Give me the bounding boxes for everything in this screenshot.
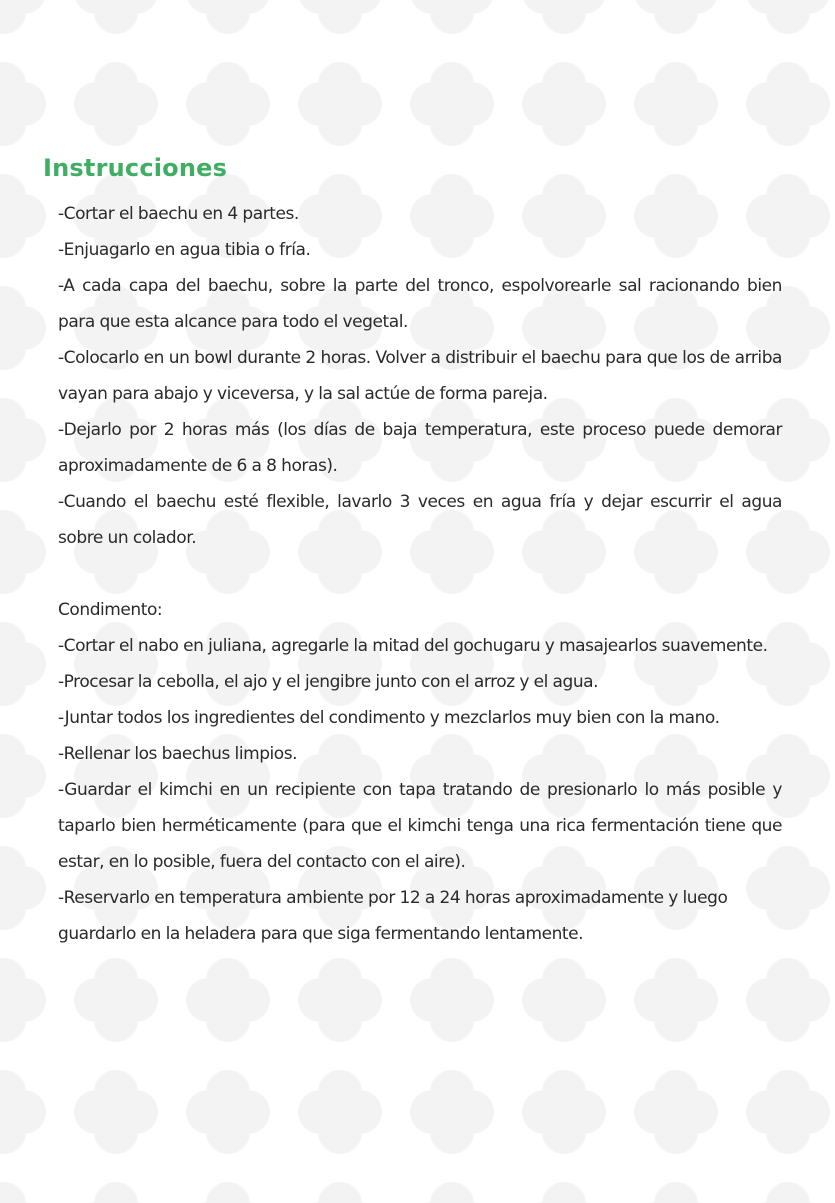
condimento-step: -Cortar el nabo en juliana, agregarle la mitad del gochugaru y masajearlos suavemente. (58, 636, 768, 656)
condimento-step: -Procesar la cebolla, el ajo y el jengibre junto con el arroz y el agua. (58, 672, 599, 692)
instructions-body (58, 196, 782, 952)
condimento-step: -Guardar el kimchi en un recipiente con tapa tratando de presionarlo lo más posible y taparlo bien herméticamente (para que el kimchi tenga una rica fermentación tiene que estar, en lo posible, fuera del contacto con el aire). (58, 780, 782, 872)
condimento-heading: Condimento: (58, 600, 163, 620)
instruction-step: -A cada capa del baechu, sobre la parte del tronco, espolvorearle sal racionando bien para que esta alcance para todo el vegetal. (58, 276, 782, 332)
section-spacer (58, 556, 782, 592)
instruction-step: -Cuando el baechu esté flexible, lavarlo 3 veces en agua fría y dejar escurrir el agua sobre un colador. (58, 492, 782, 548)
condimento-step: -Juntar todos los ingredientes del condimento y mezclarlos muy bien con la mano. (58, 708, 720, 728)
instruction-step: -Dejarlo por 2 horas más (los días de baja temperatura, este proceso puede demorar aproximadamente de 6 a 8 horas). (58, 420, 782, 476)
instruction-step: -Colocarlo en un bowl durante 2 horas. Volver a distribuir el baechu para que los de arriba vayan para abajo y viceversa, y la sal actúe de forma pareja. (58, 348, 782, 404)
page-title: Instrucciones (43, 154, 228, 182)
instruction-step: -Cortar el baechu en 4 partes. (58, 204, 299, 224)
condimento-step: -Reservarlo en temperatura ambiente por 12 a 24 horas aproximadamente y luego guardarlo en la heladera para que siga fermentando lentamente. (58, 888, 728, 944)
condimento-step: -Rellenar los baechus limpios. (58, 744, 298, 764)
instruction-step: -Enjuagarlo en agua tibia o fría. (58, 240, 311, 260)
